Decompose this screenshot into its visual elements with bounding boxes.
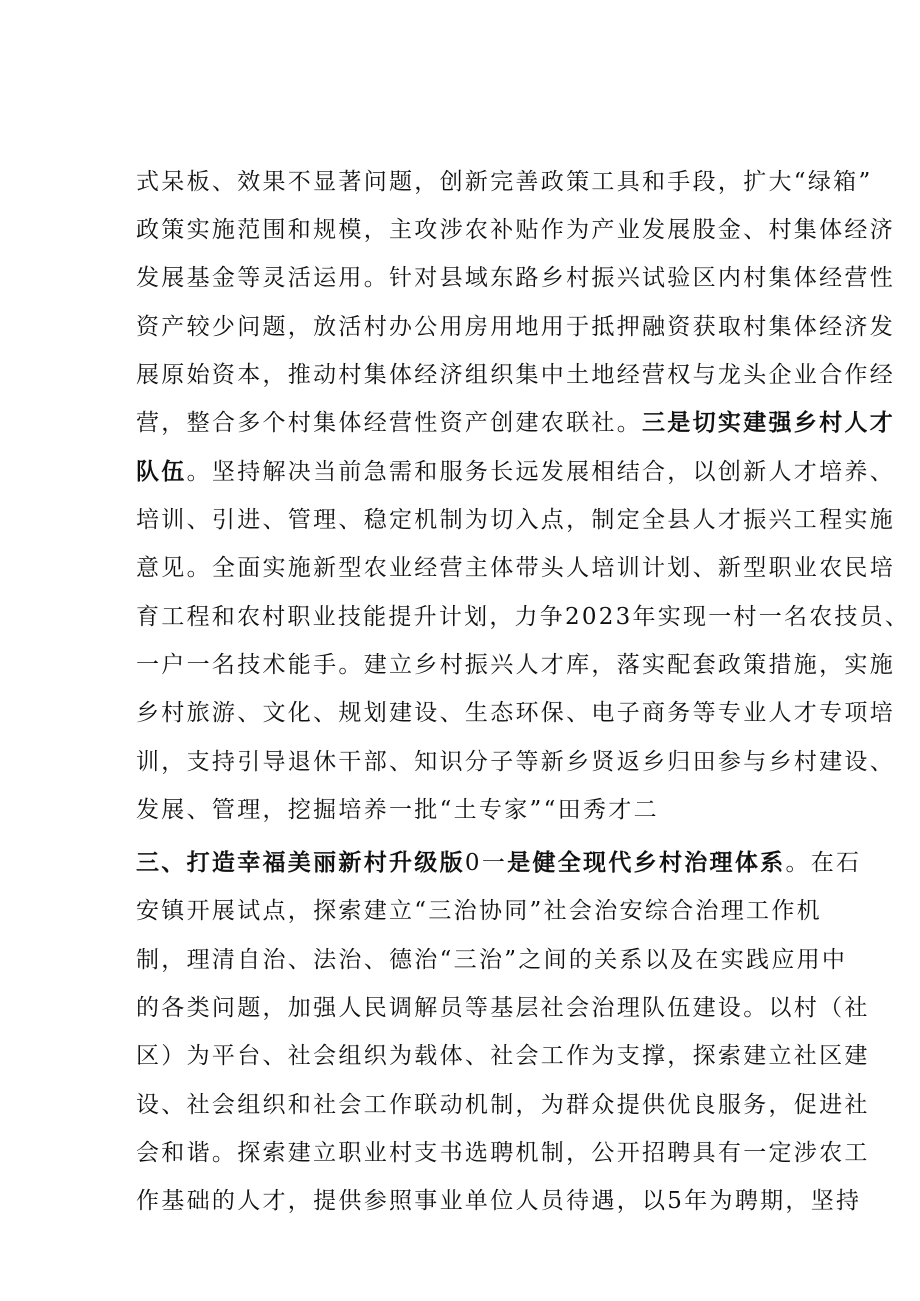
text-line: 设、社会组织和社会工作联动机制，为群众提供优良服务，促进社 xyxy=(136,1092,870,1118)
text-line: 的各类问题，加强人民调解员等基层社会治理队伍建设。以村（社 xyxy=(136,995,870,1021)
text-line: 一户一名技术能手。建立乡村振兴人才库，落实配套政策措施，实施 xyxy=(136,652,895,678)
bold-heading-segment: 是健全现代乡村治理体系 xyxy=(507,849,786,876)
bold-heading-segment: 三是切实建强乡村人才 xyxy=(642,409,895,436)
text-segment: 。在石 xyxy=(785,850,862,876)
text-line: 会和谐。探索建立职业村支书选聘机制，公开招聘具有一定涉农工 xyxy=(136,1140,870,1166)
text-line xyxy=(136,408,895,438)
text-segment: 0一 xyxy=(464,850,508,876)
text-line: 作基础的人才，提供参照事业单位人员待遇，以5年为聘期，坚持 xyxy=(136,1188,862,1214)
text-line: 式呆板、效果不显著问题，创新完善政策工具和手段，扩大“绿箱” xyxy=(136,169,873,195)
text-line: 意见。全面实施新型农业经营主体带头人培训计划、新型职业农民培 xyxy=(136,555,895,581)
text-line: 制，理清自治、法治、德治“三治”之间的关系以及在实践应用中 xyxy=(136,947,848,973)
text-segment: 。坚持解决当前急需和服务长远发展相结合，以创新人才培养、 xyxy=(186,459,896,485)
text-line xyxy=(136,457,895,487)
text-line: 安镇开展试点，探索建立“三治协同”社会治安综合治理工作机 xyxy=(136,898,822,924)
text-line: 展原始资本，推动村集体经济组织集中土地经营权与龙头企业合作经 xyxy=(136,362,895,388)
text-line: 政策实施范围和规模，主攻涉农补贴作为产业发展股金、村集体经济 xyxy=(136,217,895,243)
text-line: 发展基金等灵活运用。针对县域东路乡村振兴试验区内村集体经营性 xyxy=(136,265,895,291)
text-line: 育工程和农村职业技能提升计划，力争2023年实现一村一名农技员、 xyxy=(136,604,911,630)
text-line: 区）为平台、社会组织为载体、社会工作为支撑，探索建立社区建 xyxy=(136,1043,870,1069)
section-heading-line xyxy=(136,848,861,878)
text-line: 训，支持引导退休干部、知识分子等新乡贤返乡归田参与乡村建设、 xyxy=(136,749,895,775)
bold-heading-segment: 队伍 xyxy=(136,458,187,485)
section-heading: 三、打造幸福美丽新村升级版 xyxy=(136,849,465,876)
text-line: 发展、管理，挖掘培养一批“土专家”“田秀才二 xyxy=(136,797,659,823)
text-segment: 营，整合多个村集体经营性资产创建农联社。 xyxy=(136,410,642,436)
text-line: 乡村旅游、文化、规划建设、生态环保、电子商务等专业人才专项培 xyxy=(136,700,895,726)
text-line: 培训、引进、管理、稳定机制为切入点，制定全县人才振兴工程实施 xyxy=(136,507,895,533)
text-line: 资产较少问题，放活村办公用房用地用于抵押融资获取村集体经济发 xyxy=(136,314,895,340)
